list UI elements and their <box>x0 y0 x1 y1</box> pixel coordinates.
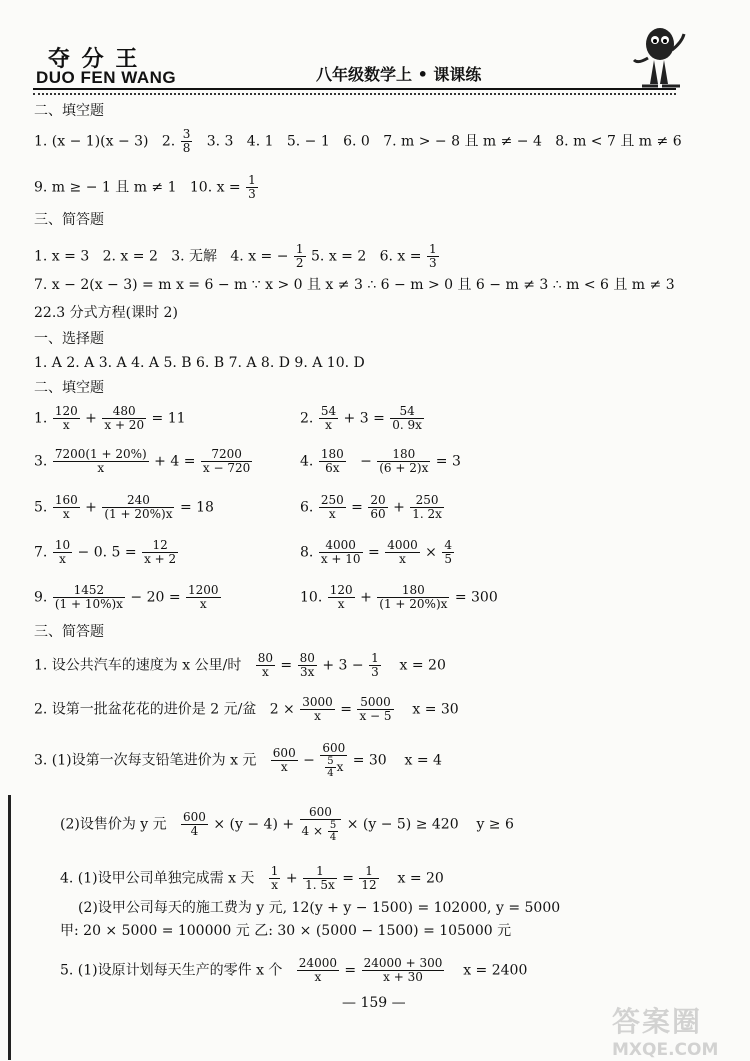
short-answer-5: 5. (1)设原计划每天生产的零件 x 个 $\frac{24000}{x}$ = $\frac{24000 + 300}{x + 30}$ x = 2400 <box>60 956 528 984</box>
equation-6: 6. $\frac{250}{x}$ = $\frac{20}{60}$ + $\frac{250}{1. 2x}$ <box>300 493 442 521</box>
answer-item: 2. <box>161 133 176 150</box>
fraction: $\frac{4000}{x}$ <box>387 538 418 566</box>
equation-9: 9. $\frac{1452}{(1 + 10\%)x}$ − 20 = $\frac{1200}{x}$ <box>34 583 219 611</box>
fraction: $\frac{54}{0. 9x}$ <box>392 404 422 432</box>
equation-8: 8. $\frac{4000}{x + 10}$ = $\frac{4000}{x}$ × $\frac{4}{5}$ <box>300 538 453 566</box>
short-answer-3-part1: 3. (1)设第一次每支铅笔进价为 x 元 $\frac{600}{x}$ − 600 $\frac{5}{4}$ x = 30 x = 4 <box>34 741 442 779</box>
lesson-title: 22.3 分式方程(课时 2) <box>34 305 178 321</box>
answer-item: 3. 无解 <box>171 248 218 265</box>
fraction: $\frac{3000}{x}$ <box>302 695 333 723</box>
fraction: $\frac{1}{2}$ <box>295 242 304 270</box>
book-title-text: 八年级数学上 <box>316 65 413 84</box>
fraction: $\frac{24000}{x}$ <box>298 956 337 984</box>
fraction: $\frac{5000}{x - 5}$ <box>359 695 392 723</box>
equation-5: 5. $\frac{160}{x}$ + $\frac{240}{(1 + 20\%)x}$ = 18 <box>34 493 214 521</box>
fraction: $\frac{80}{x}$ <box>257 651 273 679</box>
book-title <box>316 62 481 85</box>
answer-item: 6. 0 <box>343 133 370 150</box>
answer-item: 5. x = 2 <box>311 248 367 265</box>
answer-item: 3. 3 <box>206 133 234 150</box>
fraction: $\frac{240}{(1 + 20\%)x}$ <box>104 493 173 521</box>
section-choice: 一、选择题 <box>34 331 104 347</box>
answer-item: 2. x = 2 <box>102 248 158 265</box>
watermark-url: MXQE.COM <box>612 1040 719 1060</box>
short-answers-row1 <box>34 243 440 270</box>
equation-7: 7. $\frac{10}{x}$ − 0. 5 = $\frac{12}{x + 2}$ <box>34 538 177 566</box>
answer-item: 9. m ≥ − 1 且 m ≠ 1 <box>34 179 177 196</box>
section-fill-blank-2: 二、填空题 <box>34 380 104 396</box>
fraction: $\frac{600}{4}$ <box>183 810 206 838</box>
section-short-answer: 三、简答题 <box>34 212 104 228</box>
fraction: $\frac{5}{4}$ <box>327 756 334 779</box>
short-answer-7: 7. x − 2(x − 3) = m x = 6 − m ∵ x > 0 且 x ≠ 3 ∴ 6 − m > 0 且 6 − m ≠ 3 ∴ m < 6 且 m ≠ 3 <box>34 277 675 293</box>
answer-item: 5. − 1 <box>286 133 330 150</box>
fraction: $\frac{180}{(1 + 20\%)x}$ <box>379 583 448 611</box>
fraction: $\frac{1}{3}$ <box>428 242 437 270</box>
answer-item: 8. m < 7 且 m ≠ 6 <box>555 133 682 150</box>
equation-3: 3. $\frac{7200(1 + 20\%)}{x}$ + 4 = $\frac{7200}{x - 720}$ <box>34 447 251 475</box>
short-answer-3-part2: (2)设售价为 y 元 $\frac{600}{4}$ × (y − 4) + 600 4 × $\frac{5}{4}$ × (y − 5) ≥ 420 y ≥ 6 <box>60 805 514 843</box>
short-answer-2: 2. 设第一批盆花花的进价是 2 元/盆 2 × $\frac{3000}{x}$ = $\frac{5000}{x - 5}$ x = 30 <box>34 695 459 723</box>
fraction: $\frac{1200}{x}$ <box>188 583 219 611</box>
book-subtitle: 课课练 <box>433 65 482 84</box>
answer-item: 7. m > − 8 且 m ≠ − 4 <box>383 133 542 150</box>
short-answer-4-part2-line2: 甲: 20 × 5000 = 100000 元 乙: 30 × (5000 − 1500) = 105000 元 <box>60 923 512 939</box>
equation-1: 1. $\frac{120}{x}$ + $\frac{480}{x + 20}$ = 11 <box>34 404 186 432</box>
fraction: $\frac{1}{x}$ <box>270 864 279 892</box>
fraction: $\frac{24000 + 300}{x + 30}$ <box>363 956 443 984</box>
fraction: 600 $\frac{5}{4}$ x <box>322 741 346 779</box>
watermark <box>612 1000 747 1060</box>
fraction: $\frac{1452}{(1 + 10\%)x}$ <box>54 583 123 611</box>
fraction: $\frac{1}{3}$ <box>248 173 256 201</box>
margin-bar <box>8 795 11 1060</box>
fill-answers-row2 <box>34 174 259 201</box>
watermark-text: 答案圈 <box>612 1005 703 1038</box>
answer-item: 4. 1 <box>246 133 274 150</box>
logo-english: DUO FEN WANG <box>36 68 177 87</box>
fraction: $\frac{250}{x}$ <box>320 493 344 521</box>
fraction: $\frac{180}{6x}$ <box>320 447 344 475</box>
header <box>0 0 750 100</box>
fill-answers-row1 <box>34 128 682 155</box>
answer-item: 10. x = <box>189 179 241 196</box>
fraction: 600 4 × $\frac{5}{4}$ <box>300 806 342 843</box>
equation-10: 10. $\frac{120}{x}$ + $\frac{180}{(1 + 20\%)x}$ = 300 <box>300 583 498 611</box>
fraction: $\frac{160}{x}$ <box>54 493 78 521</box>
fraction: $\frac{120}{x}$ <box>54 404 78 432</box>
section-fill-blank: 二、填空题 <box>34 103 104 119</box>
equation-4: 4. $\frac{180}{6x}$ − $\frac{180}{(6 + 2)x}$ = 3 <box>300 447 461 475</box>
section-short-answer-2: 三、简答题 <box>34 624 104 640</box>
fraction: $\frac{7200(1 + 20\%)}{x}$ <box>54 447 147 475</box>
fraction: $\frac{3}{8}$ <box>182 127 191 155</box>
answer-item: 1. x = 3 <box>34 248 90 265</box>
fraction: $\frac{80}{3x}$ <box>299 651 315 679</box>
fraction: $\frac{600}{x}$ <box>272 746 296 774</box>
fraction: $\frac{1}{3}$ <box>371 651 379 679</box>
fraction: $\frac{180}{(6 + 2)x}$ <box>379 447 429 475</box>
fraction: $\frac{480}{x + 20}$ <box>104 404 145 432</box>
answer-item: 4. x = − <box>230 248 289 265</box>
mascot-icon <box>628 20 688 88</box>
bullet-dot: • <box>412 65 434 84</box>
short-answer-4-part2-line1: (2)设甲公司每天的施工费为 y 元, 12(y + y − 1500) = 102000, y = 5000 <box>78 900 561 916</box>
header-rule-dotted <box>33 93 676 95</box>
logo-chinese: 夺 分 王 <box>48 46 140 72</box>
answer-item: 6. x = <box>379 248 422 265</box>
header-rule-top <box>33 88 676 90</box>
short-answer-1: 1. 设公共汽车的速度为 x 公里/时 $\frac{80}{x}$ = $\frac{80}{3x}$ + 3 − $\frac{1}{3}$ x = 20 <box>34 651 446 679</box>
fraction: $\frac{4}{5}$ <box>444 538 453 566</box>
fraction: $\frac{20}{60}$ <box>370 493 386 521</box>
fraction: $\frac{10}{x}$ <box>54 538 71 566</box>
fraction: $\frac{120}{x}$ <box>329 583 353 611</box>
fraction: $\frac{1}{1. 5x}$ <box>305 864 335 892</box>
fraction: $\frac{12}{x + 2}$ <box>144 538 177 566</box>
fraction: $\frac{54}{x}$ <box>320 404 337 432</box>
answer-item: 1. (x − 1)(x − 3) <box>34 133 149 150</box>
fraction: $\frac{7200}{x - 720}$ <box>202 447 251 475</box>
fraction: $\frac{250}{1. 2x}$ <box>412 493 442 521</box>
fraction: $\frac{4000}{x + 10}$ <box>320 538 361 566</box>
fraction: $\frac{1}{12}$ <box>361 864 377 892</box>
equation-2: 2. $\frac{54}{x}$ + 3 = $\frac{54}{0. 9x}$ <box>300 404 422 432</box>
page-number: — 159 — <box>342 995 406 1011</box>
short-answer-4-part1: 4. (1)设甲公司单独完成需 x 天 $\frac{1}{x}$ + $\frac{1}{1. 5x}$ = $\frac{1}{12}$ x = 20 <box>60 864 444 892</box>
fraction: $\frac{5}{4}$ <box>329 820 337 843</box>
choice-answers: 1. A 2. A 3. A 4. A 5. B 6. B 7. A 8. D 9. A 10. D <box>34 355 365 371</box>
